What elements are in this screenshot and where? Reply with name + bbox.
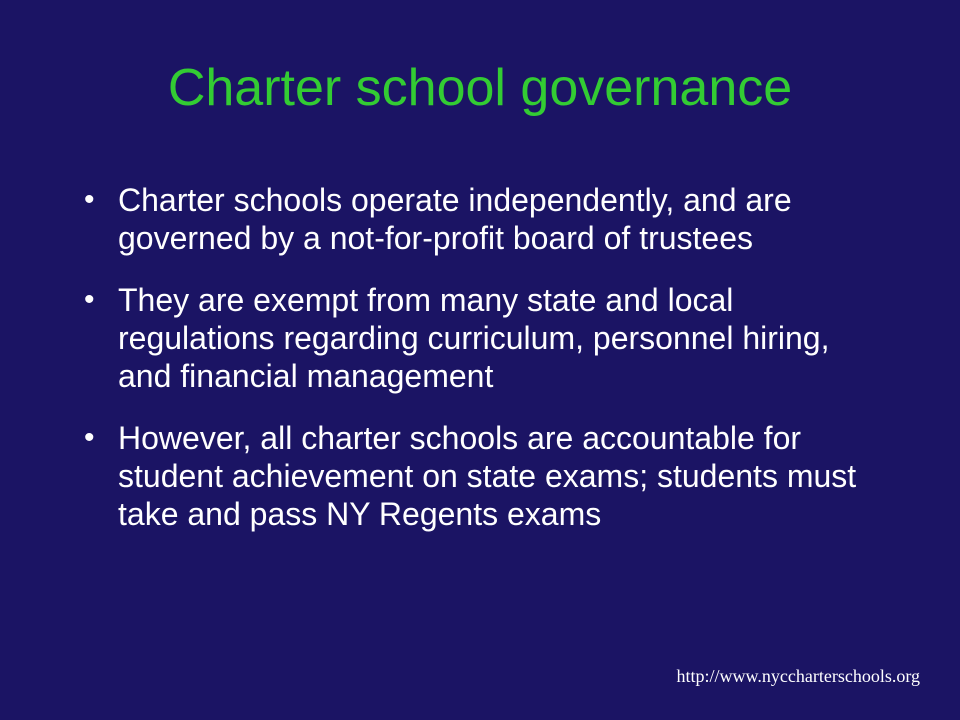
bullet-text: However, all charter schools are accountable for student achievement on state exams; students must take and pass NY Regents exams bbox=[118, 420, 857, 532]
bullet-icon: • bbox=[84, 183, 95, 216]
source-url: http://www.nyccharterschools.org bbox=[676, 666, 920, 686]
bullet-item-accountability bbox=[84, 419, 884, 533]
bullet-list bbox=[84, 181, 884, 533]
slide-title: Charter school governance bbox=[167, 59, 793, 117]
bullet-icon: • bbox=[84, 283, 95, 316]
bullet-item-regulation-exemption bbox=[84, 281, 884, 395]
bullet-icon: • bbox=[84, 421, 95, 454]
bullet-text: Charter schools operate independently, and are governed by a not-for-profit board of trustees bbox=[118, 182, 792, 256]
bullet-item-independent-governance bbox=[84, 181, 884, 257]
bullet-text: They are exempt from many state and local regulations regarding curriculum, personnel hiring, and financial management bbox=[118, 282, 830, 394]
